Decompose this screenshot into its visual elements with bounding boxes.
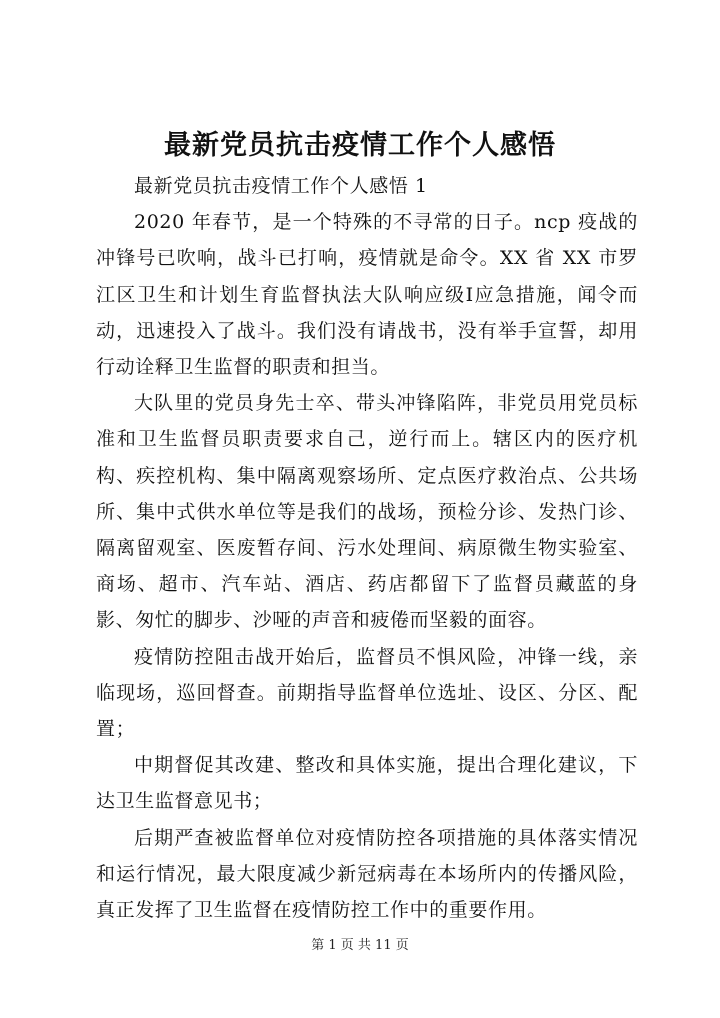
paragraph-3: 疫情防控阻击战开始后，监督员不惧风险，冲锋一线，亲临现场，巡回督查。前期指导监督单位选址、设区、分区、配置； — [96, 645, 638, 741]
page-number-footer: 第 1 页 共 11 页 — [311, 938, 409, 953]
paragraph-4: 中期督促其改建、整改和具体实施，提出合理化建议，下达卫生监督意见书； — [96, 754, 638, 813]
paragraph-5: 后期严查被监督单位对疫情防控各项措施的具体落实情况和运行情况，最大限度减少新冠病毒在本场所内的传播风险，真正发挥了卫生监督在疫情防控工作中的重要作用。 — [96, 826, 638, 922]
paragraph-2: 大队里的党员身先士卒、带头冲锋陷阵，非党员用党员标准和卫生监督员职责要求自己，逆行而上。辖区内的医疗机构、疾控机构、集中隔离观察场所、定点医疗救治点、公共场所、集中式供水单位等是我们的战场，预检分诊、发热门诊、隔离留观室、医废暂存间、污水处理间、病原微生物实验室、商场、超市、汽车站、酒店、药店都留下了监督员藏蓝的身影、匆忙的脚步、沙哑的声音和疲倦而坚毅的面容。 — [96, 392, 638, 632]
section-subheading: 最新党员抗击疫情工作个人感悟 1 — [134, 175, 428, 197]
paragraph-1: 2020 年春节，是一个特殊的不寻常的日子。ncp 疫战的冲锋号已吹响，战斗已打响，疫情就是命令。XX 省 XX 市罗江区卫生和计划生育监督执法大队响应级Ⅰ应急措施，闻令而动，迅速投入了战斗。我们没有请战书，没有举手宣誓，却用行动诠释卫生监督的职责和担当。 — [96, 211, 638, 379]
page-title: 最新党员抗击疫情工作个人感悟 — [164, 130, 556, 161]
document-body — [96, 168, 638, 928]
